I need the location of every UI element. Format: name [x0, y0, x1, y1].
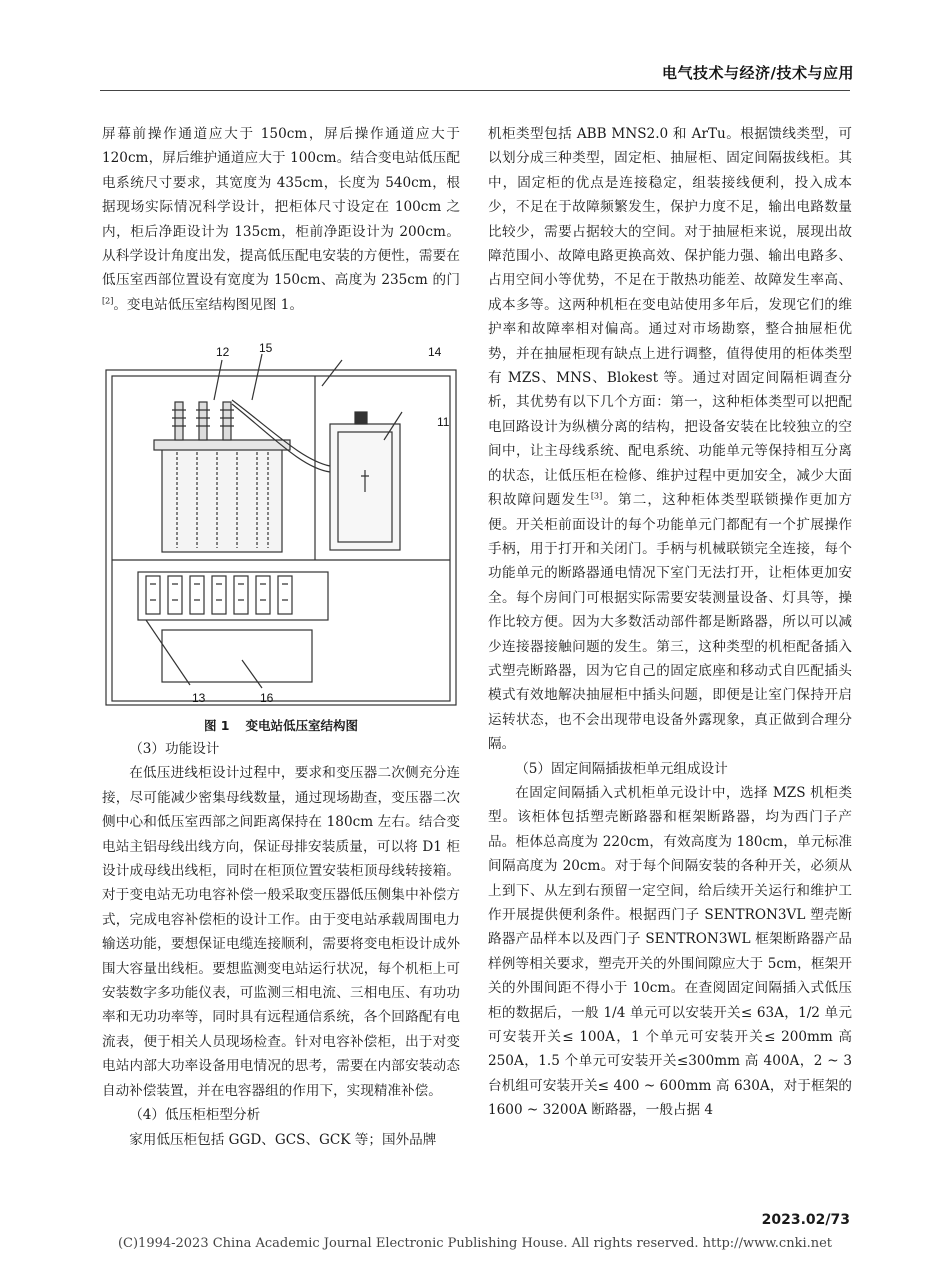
page-number: 2023.02/73 — [761, 1212, 850, 1228]
label-13: 13 — [192, 691, 206, 705]
header-rule — [100, 90, 850, 91]
citation-2[interactable]: [2] — [102, 296, 114, 306]
figure-caption-number: 图 1 — [203, 718, 230, 733]
left-paragraph-1-end: 。变电站低压室结构图见图 1。 — [113, 296, 304, 313]
figure-caption — [102, 716, 460, 734]
citation-3[interactable]: [3] — [590, 491, 603, 501]
right-column — [488, 122, 852, 1123]
right-paragraph-1 — [488, 122, 852, 757]
journal-header: 电气技术与经济/技术与应用 — [662, 64, 854, 82]
label-11: 11 — [437, 415, 450, 429]
figure-1 — [102, 340, 460, 735]
substation-diagram — [102, 340, 460, 710]
section-5-text: 在固定间隔插入式机柜单元设计中，选择 MZS 机柜类型。该柜体包括塑壳断路器和框架断路器，均为西门子产品。柜体总高度为 220cm，有效高度为 180cm，单元标准间隔高度为 20cm。对于每个间隔安装的各种开关，必须从上到下、从左到右预留一定空间，给后续开关运行和维护工作开展提供便利条件。根据西门子 SENTRON3VL 塑壳断路器产品样本以及西门子 SENTRON3WL 框架断路器产品样例等相关要求，塑壳开关的外围间隙应大于 5cm，框架开关的外围间距不得小于 10cm。在查阅固定间隔插入式低压柜的数据后，一般 1/4 单元可以安装开关≤ 63A，1/2 单元可安装开关≤ 100A，1 个单元可安装开关≤ 200mm 高 250A，1.5 个单元可安装开关≤300mm 高 400A，2 ~ 3 台机组可安装开关≤ 400 ~ 600mm 高 630A，对于框架的 1600 ~ 3200A 断路器，一般占据 4 — [488, 784, 852, 1119]
section-5-title: （5）固定间隔插拔柜单元组成设计 — [515, 760, 728, 777]
section-3-title: （3）功能设计 — [129, 741, 220, 757]
label-12: 12 — [216, 345, 230, 359]
left-paragraph-1-text: 屏幕前操作通道应大于 150cm，屏后操作通道应大于 120cm，屏后维护通道应大于 100cm。结合变电站低压配电系统尺寸要求，其宽度为 435cm，长度为 540cm，根据现场实际情况科学设计，把柜体尺寸设定在 100cm 之内，柜后净距设计为 135cm，柜前净距设计为 200cm。从科学设计角度出发，提高低压配电安装的方便性，需要在低压室西部位置设有宽度为 150cm、高度为 235cm 的门 — [102, 126, 460, 289]
left-column-rest — [102, 737, 460, 1152]
figure-caption-text: 变电站低压室结构图 — [245, 718, 359, 733]
label-14: 14 — [428, 345, 442, 359]
section-3-text: 在低压进线柜设计过程中，要求和变压器二次侧充分连接，尽可能减少密集母线数量，通过现场勘查，变压器二次侧中心和低压室西部之间距离保持在 180cm 左右。结合变电站主铝母线出线方向，保证母排安装质量，可以将 D1 柜设计成母线出线柜，同时在柜顶位置安装柜顶母线转接箱。对于变电站无功电容补偿一般采取变压器低压侧集中补偿方式，完成电容补偿柜的设计工作。由于变电站承载周围电力输送功能，要想保证电缆连接顺利，需要将变电柜设计成外围大容量出线柜。要想监测变电站运行状况，每个机柜上可安装数字多功能仪表，可监测三相电流、三相电压、有功功率和无功功率等，同时具有远程通信系统，各个回路配有电流表，便于相关人员现场检查。针对电容补偿柜，出于对变电站内部大功率设备用电情况的思考，需要在内部安装动态自动补偿装置，并在电容器组的作用下，实现精准补偿。 — [102, 765, 460, 1099]
left-column — [102, 122, 460, 317]
left-paragraph-1 — [102, 122, 460, 317]
section-4-title: （4）低压柜柜型分析 — [129, 1107, 261, 1124]
label-15: 15 — [259, 341, 273, 355]
copyright-footer: (C)1994-2023 China Academic Journal Electronic Publishing House. All rights reserved. http://www.cnki.net — [117, 1236, 833, 1251]
section-4-text: 家用低压柜包括 GGD、GCS、GCK 等；国外品牌 — [129, 1131, 437, 1148]
label-16: 16 — [260, 691, 274, 705]
right-paragraph-1-end: 。第二，这种柜体类型联锁操作更加方便。开关柜前面设计的每个功能单元门都配有一个扩展操作手柄，用于打开和关闭门。手柄与机械联锁完全连接，每个功能单元的断路器通电情况下室门无法打开，让柜体更加安全。每个房间门可根据实际需要安装测量设备、灯具等，操作比较方便。因为大多数活动部件都是断路器，所以可以减少连接器接触问题的发生。第三，这种类型的机柜配备插入式塑壳断路器，因为它自己的固定底座和移动式自匹配插头模式有效地解决抽屉柜中插头问题，即便是让室门保持开启运转状态，也不会出现带电设备外露现象，真正做到合理分隔。 — [488, 492, 853, 753]
right-paragraph-1-text: 机柜类型包括 ABB MNS2.0 和 ArTu。根据馈线类型，可以划分成三种类型，固定柜、抽屉柜、固定间隔拔线柜。其中，固定柜的优点是连接稳定，组装接线便利，投入成本少，不足在于故障频繁发生，保护力度不足，输出电路数量比较少，需要占据较大的空间。对于抽屉柜来说，展现出故障范围小、故障电路更换高效、保护能力强、输出电路多、占用空间小等优势，不足在于散热功能差、故障发生率高、成本多等。这两种机柜在变电站使用多年后，发现它们的维护率和故障率相对偏高。通过对市场勘察，整合抽屉柜优势，并在抽屉柜现有缺点上进行调整，值得使用的柜体类型有 MZS、MNS、Blokest 等。通过对固定间隔柜调查分析，其优势有以下几个方面：第一，这种柜体类型可以把配电回路设计为纵横分离的结构，把设备安装在比较独立的空间中，让主母线系统、配电系统、功能单元等保持相互分离的状态，让低压柜在检修、维护过程中更加安全，减少大面积故障问题发生 — [488, 126, 852, 509]
